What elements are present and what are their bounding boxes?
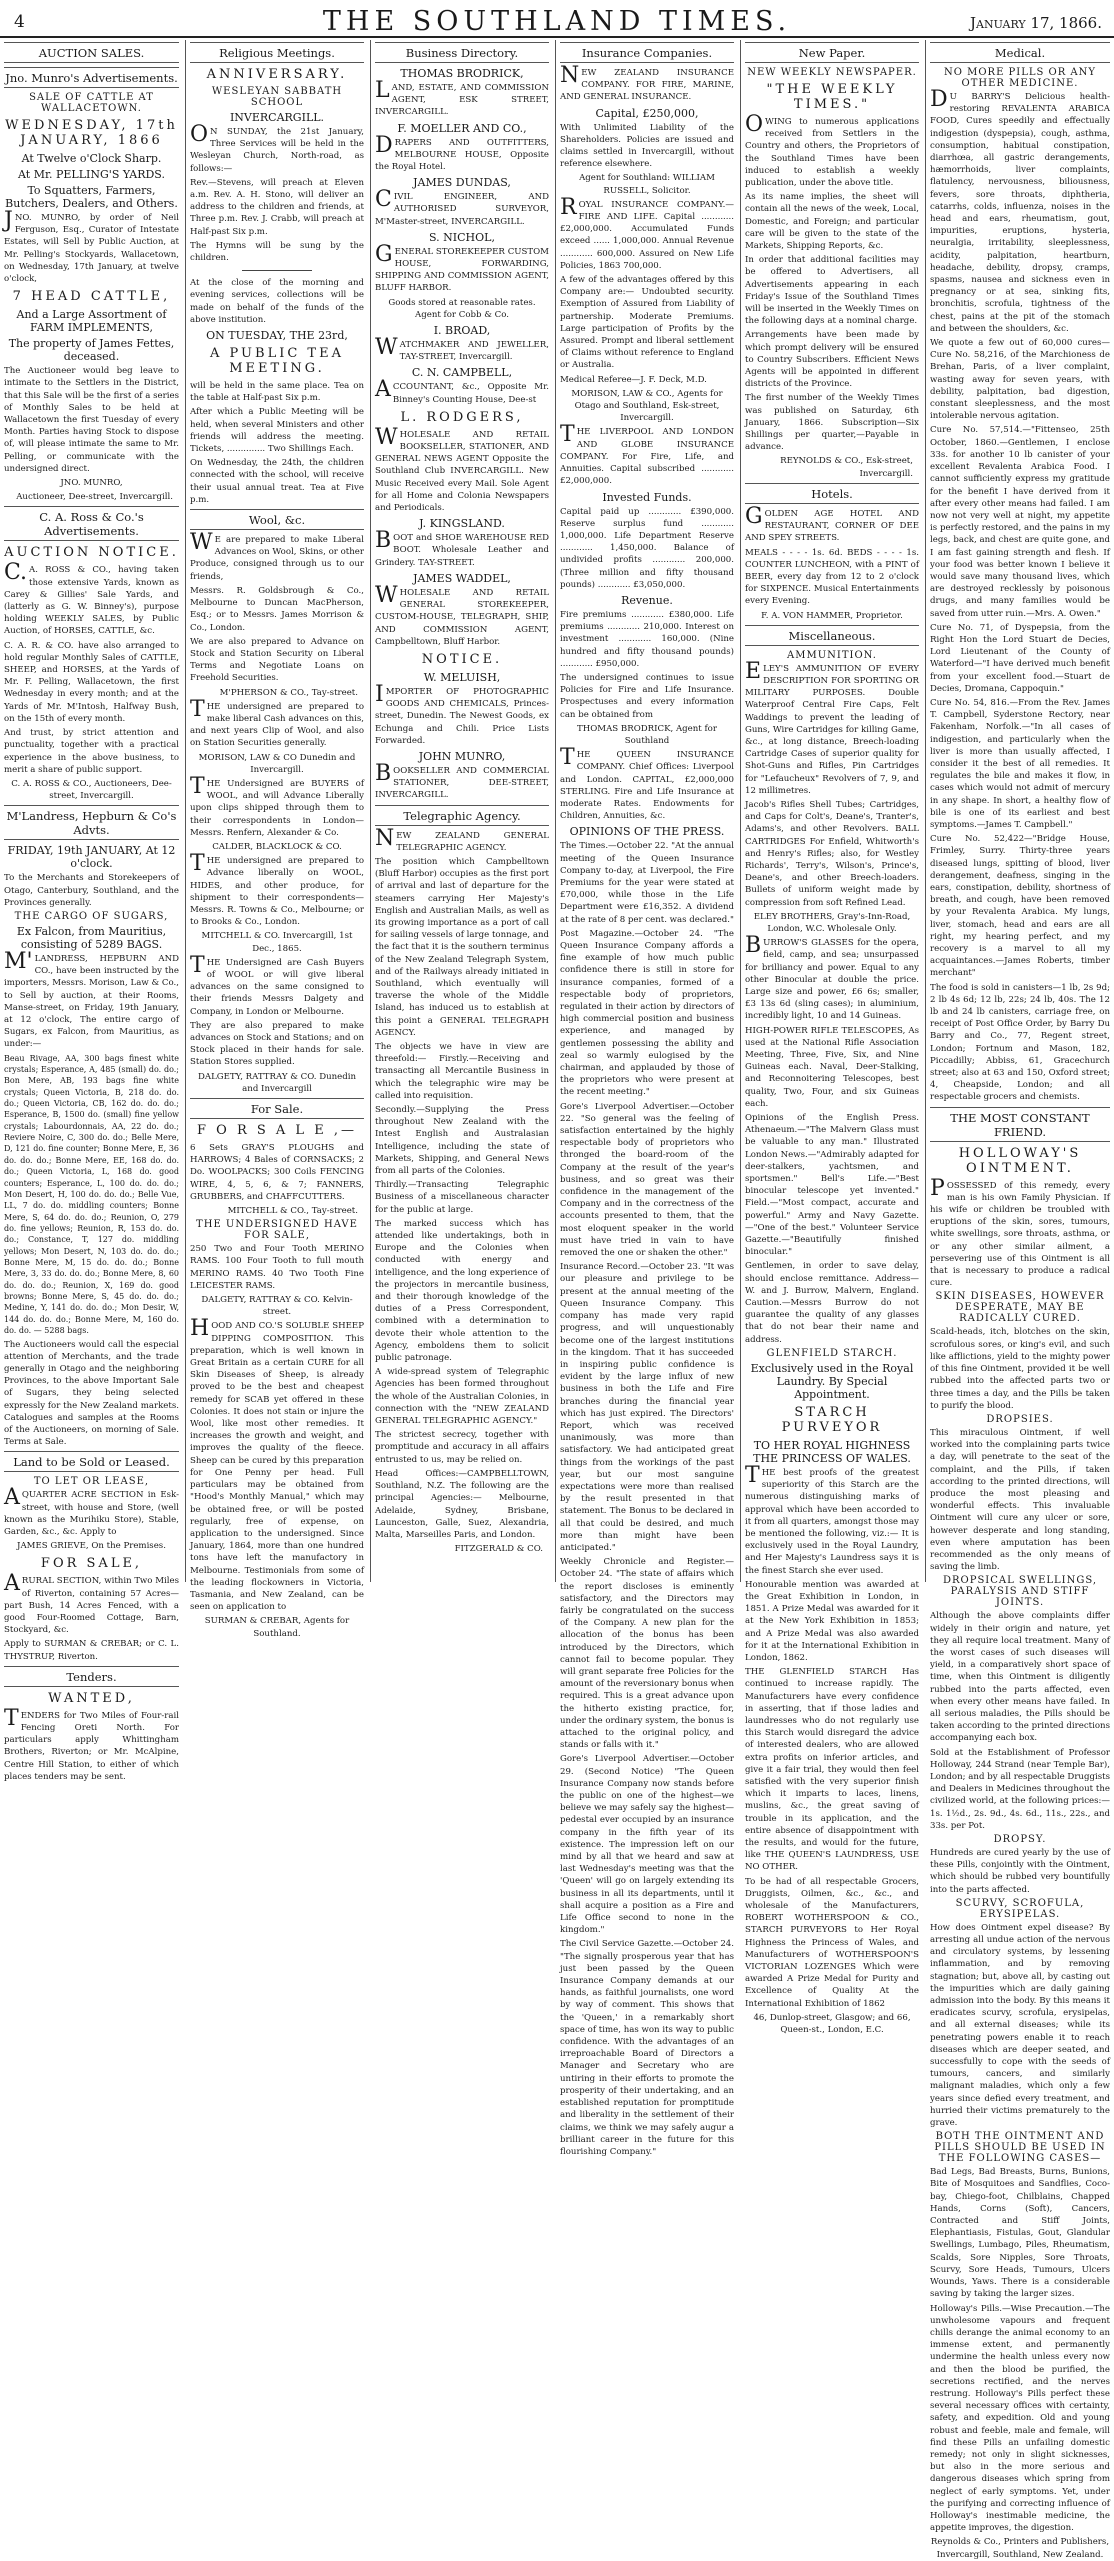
advert-subheading: THOMAS BRODRICK,	[400, 67, 524, 80]
advert-headline: HOLLOWAY'S OINTMENT.	[958, 1145, 1082, 1176]
advert-caption: WESLEYAN SABBATH SCHOOL	[211, 86, 343, 108]
advert-body-text: CIVIL ENGINEER, AND AUTHORISED SURVEYOR, M'Master-street, INVERCARGILL.	[375, 187, 549, 227]
advert-body-text: ROYAL INSURANCE COMPANY.—FIRE AND LIFE. Capital ............ £2,000,000. Accumulated Funds exceed ...... 1,000,000. Annual Revenue ............ 600,000. Assured on New Life Policies, 1863 700,000.	[560, 194, 734, 271]
advert-body-text: C. A. R. & CO. have also arranged to hold regular Monthly Sales of CATTLE, SHEEP, and HORSES, at the Yards of Mr. F. Pelling, Wallacetown, the first Wednesday in every month; and at the Yards of Mr. M'Intosh, Halfway Bush, on the 15th of every month.	[4, 640, 179, 724]
advert-body-text: The first number of the Weekly Times was published on Saturday, 6th January, 1866. Subscription—Six Shillings per quarter,—Payable in advance.	[745, 393, 919, 453]
advert-body-text: Jacob's Rifles Shell Tubes; Cartridges, and Caps for Colt's, Deane's, Tranter's, Adams's, and other Revolvers. BALL CARTRIDGES For Enfield, Whitworth's and Henry's Rifles; also, for Westley Richards', Terry's, Wilson's, Prince's, Deane's, and other Breech-loaders. Bullets of uniform weight made by compression from soft Refined Lead.	[745, 799, 919, 908]
advert-body-text: C.A. ROSS & CO., having taken those extensive Yards, known as Carey & Gillies' Sale Yards, and (latterly as G. W. Binney's), purpose holding WEEKLY SALES, by Public Auction, of HORSES, CATTLE, &c.	[4, 560, 179, 637]
advert-body-text: THE QUEEN INSURANCE COMPANY. Chief Offices: Liverpool and London. CAPITAL, £2,000,000 STERLING. Fire and Life Insurance at moderate Rates. Endowments for Children, Annuities, &c.	[560, 745, 734, 822]
advert-signature: 46, Dunlop-street, Glasgow; and 66, Queen-st., London, E.C.	[753, 2012, 911, 2036]
advert-signature: JNO. MUNRO,	[60, 478, 123, 489]
advert-body-text: THE Undersigned are BUYERS of WOOL, and will Advance Liberally upon clips shipped through them to their correspondents in London— Messrs. Renfern, Alexander & Co.	[190, 773, 364, 838]
advert-body-text: Gore's Liverpool Advertiser.—October 29. (Second Notice) "The Queen Insurance Company now stands before the public on one of the highest—we believe we may safely say the highest—pedestal ever occupied by an insurance company in the fifth year of its existence. The impression left on our mind by all that we heard and saw at last Wednesday's meeting was that the 'Queen' will go on largely extending its business in all its departments, until it shall acquire a position as a Fire and Life Office second to none in the kingdom."	[560, 1754, 734, 1936]
advert-body-text: THE LIVERPOOL AND LONDON AND GLOBE INSURANCE COMPANY. For Fire, Life, and Annuities. Capital subscribed ............ £2,000,000.	[560, 422, 734, 487]
advert-headline: ANNIVERSARY.	[206, 67, 348, 82]
advert-subheading: JOHN MUNRO,	[418, 749, 506, 763]
advert-body-text: GOLDEN AGE HOTEL AND RESTAURANT, CORNER OF DEE AND SPEY STREETS.	[745, 503, 919, 544]
advert-subheading: And a Large Assortment of FARM IMPLEMENTS,	[16, 308, 167, 335]
advert-caption: THE UNDERSIGNED HAVE FOR SALE,	[196, 1219, 358, 1242]
advert-caption: SALE OF CATTLE AT WALLACETOWN.	[29, 92, 154, 114]
advert-caption: DROPSY.	[993, 1834, 1047, 1845]
advert-caption: AMMUNITION.	[787, 649, 877, 661]
advert-caption: NEW WEEKLY NEWSPAPER.	[747, 67, 917, 78]
advert-body-text: Cure No. 71, of Dyspepsia, from the Right Hon the Lord Stuart de Decies, Lord Lieutenant of the County of Waterford—"I have derived much benefit from your excellent food.—Stuart de Decies, Dromana, Cappoquin."	[930, 622, 1110, 694]
advert-subheading: To Squatters, Farmers, Butchers, Dealers, and Others.	[5, 184, 178, 210]
advert-body-text: Sold at the Establishment of Professor Holloway, 244 Strand (near Temple Bar), London; and by all respectable Druggists and Dealers in Medicines throughout the civilized world, at the following prices:—1s. 1½d., 2s. 9d., 4s. 6d., 11s., 22s., and 33s. per Pot.	[930, 1747, 1110, 1831]
advert-body-text: WE are prepared to make Liberal Advances on Wool, Skins, or other Produce, consigned through us to our friends,	[190, 530, 364, 582]
advert-body-text: Arrangements have been made by which prompt delivery will be ensured to Country Subscribers. Efficient News Agents will be appointed in different districts of the Province.	[745, 330, 919, 390]
advert-body-text: ARURAL SECTION, within Two Miles of Riverton, containing 57 Acres—part Bush, 14 Acres Fenced, with a good Four-Roomed Cottage, Barn, Stockyard, &c.	[4, 1571, 179, 1636]
advert-signature: ELEY BROTHERS, Gray's-Inn-Road, London, W.C. Wholesale Only.	[753, 911, 911, 934]
advert-body-text: OWING to numerous applications received from Settlers in the Country and others, the Proprietors of the Southland Times have been induced to establish a weekly publication, under the above title.	[745, 112, 919, 189]
advert-body-text: Hundreds are cured yearly by the use of these Pills, conjointly with the Ointment, which should be rubbed very bountifully into the parts affected.	[930, 1848, 1110, 1895]
column-religious-meetings	[185, 40, 368, 1639]
section-heading: For Sale.	[190, 1098, 364, 1119]
advert-body-text: MEALS - - - - 1s. 6d. BEDS - - - - 1s. COUNTER LUNCHEON, with a PINT of BEER, every day from 12 to 2 o'clock for SIXPENCE. Musical Entertainments every Evening.	[745, 547, 919, 607]
advert-caption: DROPSIES.	[986, 1413, 1054, 1425]
advert-signature: SURMAN & CREBAR, Agents for Southland.	[204, 1616, 350, 1639]
column-business-directory	[370, 40, 553, 1582]
advert-body-text: Thirdly.—Transacting Telegraphic Business of a miscellaneous character for the public at large.	[375, 1180, 549, 1215]
masthead	[0, 0, 1114, 38]
advert-body-text: LAND, ESTATE, AND COMMISSION AGENT, ESK STREET, INVERCARGILL.	[375, 78, 549, 118]
section-heading: Religious Meetings.	[190, 42, 364, 63]
advert-signature: DALGETY, RATTRAY & CO. Dunedin and Invercargill	[197, 1071, 357, 1094]
advert-subheading: S. NICHOL,	[429, 230, 495, 244]
advert-signature: REYNOLDS & CO., Esk-street, Invercargill.	[780, 456, 913, 479]
advert-body-text: ELEY'S AMMUNITION OF EVERY DESCRIPTION FOR SPORTING OR MILITARY PURPOSES. Double Waterproof Central Fire Caps, Felt Waddings to prevent the leading of Guns, Wire Cartridges for killing Game, &c., at long distance, Breech-loading Cartridge Cases of superior quality for Shot-Guns and Rifles, Pin Cartridges for "Lefaucheux" Revolvers of 7, 9, and 12 millimetres.	[745, 658, 919, 796]
section-heading: AUCTION SALES.	[4, 42, 179, 63]
advert-headline: 7 HEAD CATTLE,	[12, 289, 171, 305]
advert-body-text: This miraculous Ointment, if well worked into the complaining parts twice a day, will penetrate to the seat of the complaint, and the Pills, if taken according to the printed directions, will produce the most pleasing and wonderful effects. This invaluable Ointment will cure any ulcer or sore, however desperate and long standing, even where amputation has been recommended as the only means of saving the limb.	[930, 1427, 1110, 1573]
advert-body-text: WHOLESALE AND RETAIL BOOKSELLER, STATIONER, AND GENERAL NEWS AGENT Opposite the Southland Club INVERCARGILL. New Music Received every Mail. Sole Agent for all Home and Colonia Newspapers and Periodicals.	[375, 424, 549, 514]
section-heading: Jno. Munro's Advertisements.	[4, 67, 179, 88]
advert-subheading: Capital, £250,000,	[595, 106, 699, 120]
advert-signature: Auctioneer, Dee-street, Invercargill.	[16, 492, 173, 503]
advert-headline: F O R S A L E ,—	[197, 1123, 357, 1139]
advert-body-text: POSSESSED of this remedy, every man is his own Family Physician. If his wife or children be troubled with eruptions of the skin, sores, tumours, white swellings, sore throats, asthma, or or any other similar ailment, a persevering use of this Ointment is all that is necessary to produce a radical cure.	[930, 1175, 1110, 1289]
advert-headline: WEDNESDAY, 17th JANUARY, 1866	[5, 118, 178, 148]
advert-body-text: The Hymns will be sung by the children.	[190, 240, 364, 264]
advert-body-text: In order that additional facilities may be offered to Advertisers, all Advertisements appearing in each Friday's Issue of the Southland Times will be inserted in the Weekly Times on the following days at a nominal charge.	[745, 255, 919, 327]
advert-body-text: The position which Campbelltown (Bluff Harbor) occupies as the first port of arrival and last of departure for the steamers carrying Her Majesty's English and Australian Mails, as well as its growing importance as a port of call for sailing vessels of large tonnage, and the fact that it is the southern terminus of the New Zealand Telegraph System, and of the Railways already initiated in Southland, which eventually will traverse the whole of the Middle Island, has induced us to establish at this point a GENERAL TELEGRAPH AGENCY.	[375, 856, 549, 1038]
advert-caption: DROPSICAL SWELLINGS, PARALYSIS AND STIFF JOINTS.	[942, 1575, 1098, 1609]
advert-subheading: I. BROAD,	[433, 324, 491, 338]
advert-body-text: The Auctioneers would call the especial attention of Merchants, and the trade generally in Otago and the neighboring Provinces, to the above Important Sale of Sugars, they being selected expressly for the New Zealand markets. Catalogues and samples at the Rooms of the Auctioneers, on morning of Sale. Terms at Sale.	[4, 1339, 179, 1448]
section-heading: Business Directory.	[375, 42, 549, 63]
page-number: 4	[14, 12, 25, 32]
advert-body-text: IMPORTER OF PHOTOGRAPHIC GOODS AND CHEMICALS, Princes-street, Dunedin. The Newest Goods, ex Echunga and Chili. Price Lists Forwarded.	[375, 681, 549, 746]
advert-body-text: M'LANDRESS, HEPBURN AND CO., have been instructed by the importers, Messrs. Morison, Law & Co., to Sell by auction, at their Rooms, Manse-street, on Friday, 19th January, at 12 o'clock, The entire cargo of Sugars, ex Falcon, from Mauritius, as under:—	[4, 948, 179, 1050]
advert-body-text: Post Magazine.—October 24. "The Queen Insurance Company affords a fine example of how much public confidence there is still in store for insurance companies, formed of a respectable body of proprietors, regulated in their action by directors of high commercial position and business experience, and managed by gentlemen possessing the ability and zeal so warmly eulogised by the chairman, and applauded by those of the proprietors who were present at the recent meeting."	[560, 928, 734, 1098]
advert-body-text: Weekly Chronicle and Register.—October 24. "The state of affairs which the report discloses is eminently satisfactory, and the Directors may fairly be congratulated on the success of the Company. A new plan for the allocation of the bonus has been introduced by the Directors, which cannot fail to become popular. They will grant separate free Policies for the amount of the reversionary bonus when required. This is a great advance upon the hitherto existing practice, for, under the ordinary system, the bonus is attached to the original policy, and stands or falls with it."	[560, 1557, 734, 1751]
advert-body-text: will be held in the same place. Tea on the table at Half-past Six p.m.	[190, 381, 364, 404]
advert-body-text: The Times.—October 22. "At the annual meeting of the Queen Insurance Company to-day, at Liverpool, the Fire Premiums for the year were stated at £70,000, while those in the Life Department were £16,352. A dividend at the rate of 8 per cent. was declared."	[560, 841, 734, 925]
advert-subheading: INVERCARGILL.	[229, 111, 325, 124]
advert-body-text: Honourable mention was awarded at the Great Exhibition in London, in 1851. A Prize Medal was awarded for it at the New York Exhibition in 1853; and A Prize Medal was also awarded for it at the International Exhibition in London, 1862.	[745, 1579, 919, 1663]
advert-body-text: GENERAL STOREKEEPER CUSTOM HOUSE, FORWARDING, SHIPPING AND COMMISSION AGENT, BLUFF HARBOR.	[375, 241, 549, 294]
advert-body-text: WATCHMAKER AND JEWELLER, TAY-STREET, Invercargill.	[375, 335, 549, 363]
advert-body-text: BOOKSELLER AND COMMERCIAL STATIONER, DEE-STREET, INVERCARGILL.	[375, 760, 549, 801]
advert-signature: Agent for Southland: WILLIAM RUSSELL, Solicitor.	[579, 173, 715, 196]
advert-body-text: Holloway's Pills.—Wise Precaution.—The unwholesome vapours and frequent chills derange the animal economy to an immense extent, and permanently undermine the health unless every now and then the blood be purified, the secretions rectified, and the nerves restrung. Holloway's Pills perfect these several necessary offices with certainty, safety, and expedition. Old and young robust and feeble, male and female, will find these Pills an unfailing domestic remedy; not only in slight sicknesses, but also in the more serious and dangerous diseases which spring from neglect of early symptoms. Yet, under the purifying and correcting influence of Holloway's inestimable medicine, the appetite improves, the digestion.	[930, 2303, 1110, 2534]
advert-body-text: The Auctioneer would beg leave to intimate to the Settlers in the District, that this Sale will be the first of a series of Monthly Sales to be held at Wallacetown the first Tuesday of every Month. Parties having Stock to dispose of, will please intimate the same to Mr. Pelling, or communicate with the undersigned direct.	[4, 366, 179, 474]
advert-signature: C. A. ROSS & CO., Auctioneers, Dee-street, Invercargill.	[11, 778, 172, 802]
advert-body-text: How does Ointment expel disease? By arresting all undue action of the nervous and circulatory systems, by lessening inflammation, and by removing stagnation; but, above all, by casting out the impurities which are daily gaining admission into the body. By this means it eradicates scurvy, scrofula, erysipelas, and all external diseases; while its penetrating powers enable it to reach diseases which are deeper seated, and successfully to cope with the seeds of tumours, cancers, and similarly malignant maladies, which only a few years since defied every treatment, and hurried their victims prematurely to the grave.	[930, 1922, 1110, 2129]
advert-headline: A PUBLIC TEA MEETING.	[210, 346, 344, 377]
section-heading: Insurance Companies.	[560, 42, 734, 63]
advert-body-text: The food is sold in canisters—1 lb, 2s 9d; 2 lb 4s 6d; 12 lb, 22s; 24 lb, 40s. The 12 lb and 24 lb canisters, carriage free, on receipt of Post Office Order, by Barry Du Barry and Co., 77, Regent street, London; Fortnum and Mason, 182, Piccadilly; Abbiss, 61, Gracechurch street; also at 63 and 150, Oxford street; 4, Cheapside, London; and all respectable grocers and chemists.	[930, 982, 1110, 1103]
advert-body-text: With Unlimited Liability of the Shareholders. Policies are issued and claims settled in Invercargill, without reference elsewhere.	[560, 122, 734, 170]
section-heading: Hotels.	[745, 483, 919, 504]
advert-caption: NO MORE PILLS OR ANY OTHER MEDICINE.	[943, 67, 1097, 89]
advert-subheading: ON TUESDAY, THE 23rd,	[206, 329, 348, 343]
advert-headline: "THE WEEKLY TIMES."	[766, 82, 898, 112]
advert-body-text: Although the above complaints differ widely in their origin and nature, yet they all require local treatment. Many of the worst cases of such diseases will yield, in a comparatively short space of time, when this Ointment is diligently rubbed into the parts affected, even when every other means have failed. In all serious maladies, the Pills should be taken according to the printed directions accompanying each box.	[930, 1611, 1110, 1744]
advert-body-text: The Civil Service Gazette.—October 24. "The signally prosperous year that has just been passed by the Queen Insurance Company demands at our hands, as faithful journalists, one word by way of comment. This shows that the 'Queen,' in a remarkably short space of time, has won its way to public confidence. With the advantages of an irreproachable Board of Directors a Manager and Secretary who are untiring in their efforts to promote the prosperity of their undertaking, and an established reputation for promptitude and liberality in the settlement of their claims, we think we may safely augur a brilliant career in the future for this flourishing Company."	[560, 1939, 734, 2157]
advert-body-text: AQUARTER ACRE SECTION in Esk-street, with house and Store, (well known as the Murihiku Store), Stable, Garden, &c., &c. Apply to	[4, 1485, 179, 1537]
advert-body-text: To be had of all respectable Grocers, Druggists, Oilmen, &c., &c., and wholesale of the Manufacturers, ROBERT WOTHERSPOON & CO., STARCH PURVEYORS to Her Royal Highness the Princess of Wales, and Manufacturers of WOTHERSPOON'S VICTORIAN LOZENGES Which were awarded A Prize Medal for Purity and Excellence of Quality At the International Exhibition of 1862	[745, 1876, 919, 2009]
advert-body-text: HIGH-POWER RIFLE TELESCOPES, As used at the National Rifle Association Meeting, Three, Five, Six, and Nine Guineas each. Naval, Deer-Stalking, and Reconnoitering Telescopes, best quality, Two, Four, and six Guineas each.	[745, 1025, 919, 1109]
section-heading: New Paper.	[745, 42, 919, 63]
advert-body-text: THE GLENFIELD STARCH Has continued to increase rapidly. The Manufacturers have every confidence in asserting, that if those ladies and laundresses who do not regularly use this Starch would disregard the advice of interested dealers, who are allowed extra profits on inferior articles, and give it a fair trial, they would then feel satisfied with the very superior finish which it imparts to laces, linens, muslins, &c., the great saving of trouble in its application, and the entire absence of disappointment with the results, and would for the future, like THE QUEEN'S LAUNDRESS, USE NO OTHER.	[745, 1667, 919, 1873]
advert-body-text: HOOD AND CO.'S SOLUBLE SHEEP DIPPING COMPOSITION. This preparation, which is well known in Great Britain as a certain CURE for all Skin Diseases of Sheep, is already proved to be the best and cheapest remedy for SCAB yet offered in these Colonies. It does not stain or injure the Wool, like most other remedies. It increases the growth and weight, and improves the quality of the fleece. Sheep can be cured by this preparation for One Penny per head. Full particulars may be obtained from "Hood's Monthly Manual," which may be obtained free, or will be posted regularly, free of expense, on application to the undersigned. Since January, 1864, more than one hundred tons have left the manufactory in Melbourne. Testimonials from some of the leading flockowners in Victoria, Tasmania, and New Zealand, can be seen on application to	[190, 1316, 364, 1613]
advert-body-text: Gentlemen, in order to save delay, should enclose remittance. Address—W. and J. Burrow, Malvern, England. Caution.—Messrs Burrow do not guarantee the quality of any glasses that do not bear their name and address.	[745, 1261, 919, 1345]
advert-signature: M'PHERSON & CO., Tay-street.	[219, 687, 358, 698]
advert-signature: MITCHELL & CO., Tay-street.	[227, 1206, 358, 1217]
advert-body-text: DRAPERS AND OUTFITTERS, MELBOURNE HOUSE, Opposite the Royal Hotel.	[375, 132, 549, 173]
advert-headline: AUCTION NOTICE.	[4, 545, 179, 561]
advert-caption: SCURVY, SCROFULA, ERYSIPELAS.	[955, 1897, 1085, 1920]
advert-body-text: THE Undersigned are Cash Buyers of WOOL or will give liberal advances on the same consigned to their friends Messrs Dalgety and Company, in London or Melbourne.	[190, 952, 364, 1017]
section-heading: Land to be Sold or Leased.	[4, 1451, 179, 1472]
advert-signature: CALDER, BLACKLOCK & CO.	[212, 841, 342, 852]
advert-caption: GLENFIELD STARCH.	[766, 1347, 898, 1359]
advert-body-text: Head Offices:—CAMPBELLTOWN, Southland, N.Z. The following are the principal Agencies:— Melbourne, Adelaide, Sydney, Brisbane, Launceston, Galle, Suez, Alexandria, Malta, Marseilles Paris, and London.	[375, 1468, 549, 1540]
advert-subheading: Ex Falcon, from Mauritius, consisting of 5289 BAGS.	[16, 924, 167, 951]
advert-body-text: Capital paid up ............ £390,000. Reserve surplus fund ............ 1,000,000. Life Department Reserve ............ 1,450,000. Balance of undivided profits ............ 200,000. (Three million and fifty thousand pounds) ............ £3,050,000.	[560, 506, 734, 590]
divider-rule	[242, 270, 312, 271]
advert-subheading: At Twelve o'Clock Sharp.	[21, 152, 162, 165]
advert-body-text: Beau Rivage, AA, 300 bags finest white crystals; Esperance, A, 485 (small) do. do.; Bon Mere, AB, 193 bags fine white crystals; Queen Victoria, B, 218 do. do. do.; Queen Victoria, CB, 162 do. do. do.; Esperance, B, 1500 do. (small) fine yellow crystals; Labourdonnais, AA, 22 do. do.; Reviere Noire, C, 300 do. do.; Belle Mere, D, 121 do. fine counter; Bonne Mere, E, 36 do. do. do.; Bonne Mere, EE, 168 do. do. do.; Queen Victoria, L, 168 do. good counters; Esperance, L, 100 do. do. do.; Mon Desert, H, 100 do. do. do.; Belle Vue, LL, 7 do. do. middling counters; Bonne Mere, S, 64 do. do. do.; Reunion, O, 279 do. fine yellows; Reunion, R, 153 do. do. do.; Constance, T, 127 do. middling yellows; Mon Desert, N, 103 do. do. do.; Bonne Mere, M, 15 do. do. do.; Bonne Mere, 3, 33 do. do. do.; Bonne Mere, 8, 60 do. do. do.; Reunion, X, 169 do. good browns; Bonne Mere, S, 45 do. do. do.; Medine, Y, 141 do. do. do.; Mon Desir, W, 144 do. do. do.; Bonne Mere, M, 160 do. do. do. — 5288 bags.	[4, 1053, 179, 1336]
advert-subheading: C. N. CAMPBELL,	[411, 366, 513, 380]
advert-body-text: To the Merchants and Storekeepers of Otago, Canterbury, Southland, and the Provinces generally.	[4, 873, 179, 908]
advert-subheading: Revenue.	[621, 593, 673, 607]
advert-body-text: JNO. MUNRO, by order of Neil Ferguson, Esq., Curator of Intestate Estates, will Sell by Public Auction, at Mr. Pelling's Stockyards, Wallacetown, on Wednesday, 17th January, at twelve o'clock,	[4, 208, 179, 285]
advert-body-text: A few of the advantages offered by this Company are:— Undoubted security. Exemption of Assured from Liability of partnership. Moderate Premiums. Large participation of Profits by the Assured. Prompt and liberal settlement of Claims without reference to England or Australia.	[560, 275, 734, 371]
advert-body-text: They are also prepared to make advances on Stock and Stations; and on Stock placed in their hands for sale. Station Stores supplied.	[190, 1020, 364, 1068]
section-heading: THE MOST CONSTANT FRIEND.	[930, 1107, 1110, 1142]
advert-body-text: 250 Two and Four Tooth MERINO RAMS. 100 Four Tooth to full mouth MERINO RAMS. 40 Two Tooth Fine LEICESTER RAMS.	[190, 1244, 364, 1291]
advert-subheading: JAMES WADDEL,	[413, 571, 511, 585]
advert-body-text: NEW ZEALAND GENERAL TELEGRAPHIC AGENCY.	[375, 825, 549, 853]
advert-body-text: We quote a few out of 60,000 cures— Cure No. 58,216, of the Marchioness de Brehan, Paris, of a liver complaint, wasting away for seven years, with debility, palpitation, bad digestion, constant sleeplessness, and the most intolerable nervous agitation.	[930, 338, 1110, 422]
advert-body-text: The strictest secrecy, together with promptitude and accuracy in all affairs entrusted to us, may be relied on.	[375, 1430, 549, 1465]
advert-body-text: DU BARRY'S Delicious health-restoring REVALENTA ARABICA FOOD, Cures speedily and effectually indigestion (dyspepsia), cough, asthma, consumption, habitual constipation, diarrhœa, all gastric derangements, hæmorrhoids, liver complaints, flatulency, nervousness, biliousness, fevers, sore throats, diphtheria, catarrhs, colds, influenza, noises in the head and ears, rheumatism, gout, impurities, eruptions, hysteria, neuralgia, irritability, sleeplessness, acidity, palpitation, heartburn, headache, debility, dropsy, cramps, spasms, nausea and sickness even in pregnancy or at sea, sinking fits, bronchitis, scrofula, tightness of the chest, pains at the pit of the stomach and between the shoulders, &c.	[930, 87, 1110, 334]
advert-signature: MORISON, LAW & CO Dunedin and Invercargill.	[198, 752, 356, 775]
advert-body-text: Scald-heads, itch, blotches on the skin, scrofulous sores, or king's evil, and such like afflictions, yield to the mighty power of this fine Ointment, provided it be well rubbed into the affected parts two or three times a day, and the Pills be taken to purify the blood.	[930, 1327, 1110, 1411]
newspaper-title: THE SOUTHLAND TIMES.	[322, 6, 792, 37]
advert-caption: TO LET OR LEASE,	[33, 1476, 150, 1488]
advert-subheading: J. KINGSLAND.	[419, 517, 505, 531]
advert-signature: JAMES GRIEVE, On the Premises.	[17, 1541, 166, 1552]
advert-headline: WANTED,	[48, 1690, 135, 1706]
advert-body-text: Opinions of the English Press. Athenaeum.—"The Malvern Glass must be valuable to any man." Illustrated London News.—"Admirably adapted for deer-stalkers, yachtsmen, and sportsmen." Bell's Life.—"Best binocular telescope yet invented." Field.—"Most compact, accurate and powerful." Army and Navy Gazette.—"One of the best." Volunteer Service Gazette.—"Beautifully finished binocular."	[745, 1113, 919, 1258]
advert-signature: F. A. VON HAMMER, Proprietor.	[761, 610, 903, 621]
advert-subheading: OPINIONS OF THE PRESS.	[569, 825, 725, 839]
advert-body-text: Rev.—Stevens, will preach at Eleven a.m. Rev. A. H. Stono, will deliver an address to the children and friends, at Three p.m. Rev. J. Crabb, will preach at Half-past Six p.m.	[190, 177, 364, 237]
advert-body-text: And trust, by strict attention and punctuality, together with a practical experience in the above business, to merit a share of public support.	[4, 728, 179, 775]
advert-body-text: BURROW'S GLASSES for the opera, field, camp, and sea; unsurpassed for brilliancy and power. Equal to any other Binocular at double the price. Large size and power, £6 6s; smaller, £3 13s 6d (sling cases); in aluminium, incredibly light, 10 and 14 Guineas.	[745, 933, 919, 1022]
advert-body-text: As its name implies, the sheet will contain all the news of the week, Local, Domestic, and Foreign; and particular care will be given to the state of the Markets, Shipping Reports, &c.	[745, 192, 919, 252]
advert-body-text: TENDERS for Two Miles of Four-rail Fencing Oreti North. For particulars apply Whittingham Brothers, Riverton; or Mr. McAlpine, Centre Hill Station, to either of which places tenders may be sent.	[4, 1705, 179, 1782]
section-heading: Wool, &c.	[190, 509, 364, 530]
advert-signature: MORISON, LAW & CO., Agents for Otago and Southland, Esk-street, Invercargill.	[571, 388, 723, 424]
advert-body-text: ON SUNDAY, the 21st January, Three Services will be held in the Wesleyan Church, North-road, as follows:—	[190, 122, 364, 174]
advert-subheading: Exclusively used in the Royal Laundry. By Special Appointment.	[750, 1361, 914, 1401]
section-heading: Medical.	[930, 42, 1110, 63]
advert-body-text: THE best proofs of the greatest superiority of this Starch are the numerous distinguishing marks of approval which have been accorded to it from all quarters, amongst those may be mentioned the following, viz.:— It is exclusively used in the Royal Laundry, and Her Majesty's Laundress says it is the finest Starch she ever used.	[745, 1462, 919, 1576]
advert-body-text: Cure No. 54, 816.—From the Rev. James T. Campbell, Syderstone Rectory, near Fakenham, Norfolk.—"In all cases of indigestion, and particularly when the liver is more than usually affected, I consider it the best of all remedies. It regulates the bile and makes it flow, in cases which would not admit of mercury in any shape. In short, a healthy flow of bile is one of its earliest and best symptoms.—James T. Campbell."	[930, 697, 1110, 830]
advert-headline: L. RODGERS,	[400, 409, 524, 425]
advert-caption: SKIN DISEASES, HOWEVER DESPERATE, MAY BE RADICALLY CURED.	[935, 1291, 1105, 1325]
advert-subheading: Invested Funds.	[602, 490, 692, 504]
advert-body-text: A wide-spread system of Telegraphic Agencies has been formed throughout the whole of the Australian Colonies, in connection with the "NEW ZEALAND GENERAL TELEGRAPHIC AGENCY."	[375, 1367, 549, 1427]
advert-body-text: THE undersigned are prepared to make liberal Cash advances on this, and next years Clip of Wool, and also on Station Securities generally.	[190, 696, 364, 749]
advert-subheading: JAMES DUNDAS,	[413, 176, 511, 190]
column-insurance-companies	[555, 40, 738, 2157]
advert-body-text: The undersigned continues to issue Policies for Fire and Life Insurance. Prospectuses and every information can be obtained from	[560, 672, 734, 720]
advert-subheading: F. MOELLER AND CO.,	[397, 121, 527, 135]
advert-body-text: Insurance Record.—October 23. "It was our pleasure and privilege to be present at the annual meeting of the Queen Insurance Company. This company has made very rapid progress, and will unquestionably become one of the largest institutions in the kingdom. That it has succeeded in inspiring public confidence is evident by the large influx of new business in both the Life and Fire branches during the financial year which has just expired. The Directors' Report, which was received unanimously, was more than satisfactory. We had anticipated great things from the workings of the past year, but our most sanguine expectations were more than realised by the result presented in that statement. The Bonus to be declared in all that could be desired, and much more than might have been anticipated."	[560, 1262, 734, 1553]
section-heading: M'Landress, Hepburn & Co's Advts.	[4, 805, 179, 840]
advert-signature: MITCHELL & CO. Invercargill, 1st Dec., 1865.	[201, 931, 353, 954]
advert-caption: THE CARGO OF SUGARS,	[14, 910, 169, 922]
advert-subheading: At Mr. PELLING'S YARDS.	[18, 168, 165, 181]
advert-caption: BOTH THE OINTMENT AND PILLS SHOULD BE USED IN THE FOLLOWING CASES—	[934, 2131, 1106, 2165]
advert-subheading: TO HER ROYAL HIGHNESS THE PRINCESS OF WALES.	[753, 1438, 911, 1465]
advert-signature: FITZGERALD & CO.	[454, 1544, 543, 1555]
advert-body-text: Gore's Liverpool Advertiser.—October 22. "So general was the feeling of satisfaction entertained by the highly respectable body of proprietors who thronged the board-room of the Company at the result of the year's business, and so great was their confidence in the management of the Company and in the correctness of the accounts presented to them, that the most eloquent speaker in the world must have tried in vain to have removed the one or shaken the other."	[560, 1101, 734, 1259]
issue-date: January 17, 1866.	[970, 14, 1102, 32]
advert-signature: Reynolds & Co., Printers and Publishers, Invercargill, Southland, New Zealand.	[930, 2537, 1110, 2560]
advert-headline: FOR SALE,	[40, 1556, 143, 1572]
section-heading: Tenders.	[4, 1666, 179, 1687]
advert-body-text: The objects we have in view are threefold:— Firstly.—Receiving and transacting all Mercantile Business in which the telegraphic wire may be called into requisition.	[375, 1041, 549, 1101]
advert-body-text: After which a Public Meeting will be held, when several Ministers and other friends will address the meeting. Tickets, .............. Two Shillings Each.	[190, 407, 364, 455]
advert-signature: THOMAS BRODRICK, Agent for Southland	[577, 723, 717, 746]
advert-body-text: THE undersigned are prepared to Advance liberally on WOOL, HIDES, and other produce, for shipment to their correspondents— Messrs. R. Towns & Co., Melbourne; or to Brooks & Co., London.	[190, 851, 364, 928]
advert-body-text: We are also prepared to Advance on Stock and Station Security on Liberal Terms and Negotiate Loans on Freehold Securities.	[190, 636, 364, 684]
advert-subheading: W. MELUISH,	[423, 670, 501, 684]
advert-body-text: On Wednesday, the 24th, the children connected with the school, will receive their usual annual treat. Tea at Five p.m.	[190, 458, 364, 505]
advert-body-text: The marked success which has attended like undertakings, both in Europe and the Colonies when conducted with energy and intelligence, and the long experience of the projectors in mercantile business, and their thorough knowledge of the duties of a Press Correspondent, combined with a determination to devote their whole attention to the Agency, emboldens them to solicit public patronage.	[375, 1218, 549, 1364]
advert-body-text: Cure No. 57,514.—"Fittenseo, 25th October, 1860.—Gentlemen, I enclose 33s. for another 10 lb canister of your excellent Revalenta Arabica Food. I cannot sufficiently express my gratitude for the benefit I have derived from it after every other means had failed. I am now not very well at night, my appetite is perfectly restored, and the pains in my legs, back, and chest are quite gone, and I am fast gaining strength and flesh. If your food was better known I believe it would save many thousand lives, which are destroyed recklessly by poisonous drugs, and many families would be saved from utter ruin.—Mrs. A. Owen."	[930, 425, 1110, 619]
advert-signature: Goods stored at reasonable rates. Agent for Cobb & Co.	[388, 297, 536, 320]
column-auction-sales	[0, 40, 183, 1782]
advert-body-text: NEW ZEALAND INSURANCE COMPANY. FOR FIRE, MARINE, AND GENERAL INSURANCE.	[560, 63, 734, 103]
column-new-paper	[740, 40, 923, 2036]
advert-subheading: The property of James Fettes, deceased.	[8, 337, 175, 364]
advert-body-text: Apply to SURMAN & CREBAR; or C. L. THYSTRUP, Riverton.	[4, 1639, 179, 1662]
advert-body-text: ACCOUNTANT, &c., Opposite Mr. Binney's Counting House, Dee-st	[375, 377, 549, 405]
advert-body-text: Cure No. 52,422—"Bridge House, Frimley, Surry. Thirty-three years diseased lungs, spitting of blood, liver derangement, deafness, singing in the ears, constipation, debility, shortness of breath, and cough, have been removed by your Revalenta Arabica. My lungs, liver, stomach, head and ears are all right, my hearing perfect, and my recovery is a marvel to all my acquaintances.—James Roberts, timber merchant"	[930, 834, 1110, 979]
advert-headline: NOTICE.	[421, 651, 503, 667]
advert-body-text: Secondly.—Supplying the Press throughout New Zealand with the Intest English and Australasian Intelligence, including the state of Markets, Shipping, and General News from all parts of the Colonies.	[375, 1105, 549, 1177]
advert-body-text: Fire premiums ............ £380,000. Life premiums ............ 210,000. Interest on investment ............ 160,000. (Nine hundred and fifty thousand pounds) ............ £950,000.	[560, 609, 734, 669]
advert-body-text: Bad Legs, Bad Breasts, Burns, Bunions, Bite of Mosquitoes and Sandflies, Coco-bay, Chiego-foot, Chilblains, Chapped Hands, Corns (Soft), Cancers, Contracted and Stiff Joints, Elephantiasis, Fistulas, Gout, Glandular Swellings, Lumbago, Piles, Rheumatism, Scalds, Sore Nipples, Sore Throats, Scurvy, Sore Heads, Tumours, Ulcers Wounds, Yaws. There is a considerable saving by taking the larger sizes.	[930, 2167, 1110, 2300]
section-heading: Miscellaneous.	[745, 625, 919, 646]
advert-body-text: WHOLESALE AND RETAIL GENERAL STOREKEEPER, CUSTOM-HOUSE, TELEGRAPH, SHIP, AND COMMISSION AGENT, Campbelltown, Bluff Harbor.	[375, 582, 549, 647]
advert-headline: STARCH PURVEYOR	[781, 1404, 883, 1435]
advert-subheading: FRIDAY, 19th JANUARY, At 12 o'clock.	[7, 844, 176, 871]
advert-body-text: 6 Sets GRAY'S PLOUGHS and HARROWS; 4 Bales of CORNSACKS; 2 Do. WOOLPACKS; 300 Coils FENCING WIRE, 4, 5, 6, & 7; FANNERS, GRUBBERS, and CHAFFCUTTERS.	[190, 1143, 364, 1202]
advert-body-text: At the close of the morning and evening services, collections will be made on behalf of the funds of the above institution.	[190, 278, 364, 325]
advert-body-text: Medical Referee—J. F. Deck, M.D.	[560, 374, 707, 385]
section-heading: Telegraphic Agency.	[375, 805, 549, 826]
advert-body-text: Messrs. R. Goldsbrough & Co., Melbourne to Duncan MacPherson, Esq.; or to Messrs. James Morrison & Co., London.	[190, 585, 364, 633]
section-heading: C. A. Ross & Co.'s Advertisements.	[4, 506, 179, 541]
column-medical	[925, 40, 1114, 2560]
advert-signature: DALGETY, RATTRAY & CO. Kelvin-street.	[201, 1295, 353, 1318]
advert-body-text: BOOT and SHOE WAREHOUSE RED BOOT. Wholesale Leather and Grindery. TAY-STREET.	[375, 528, 549, 568]
